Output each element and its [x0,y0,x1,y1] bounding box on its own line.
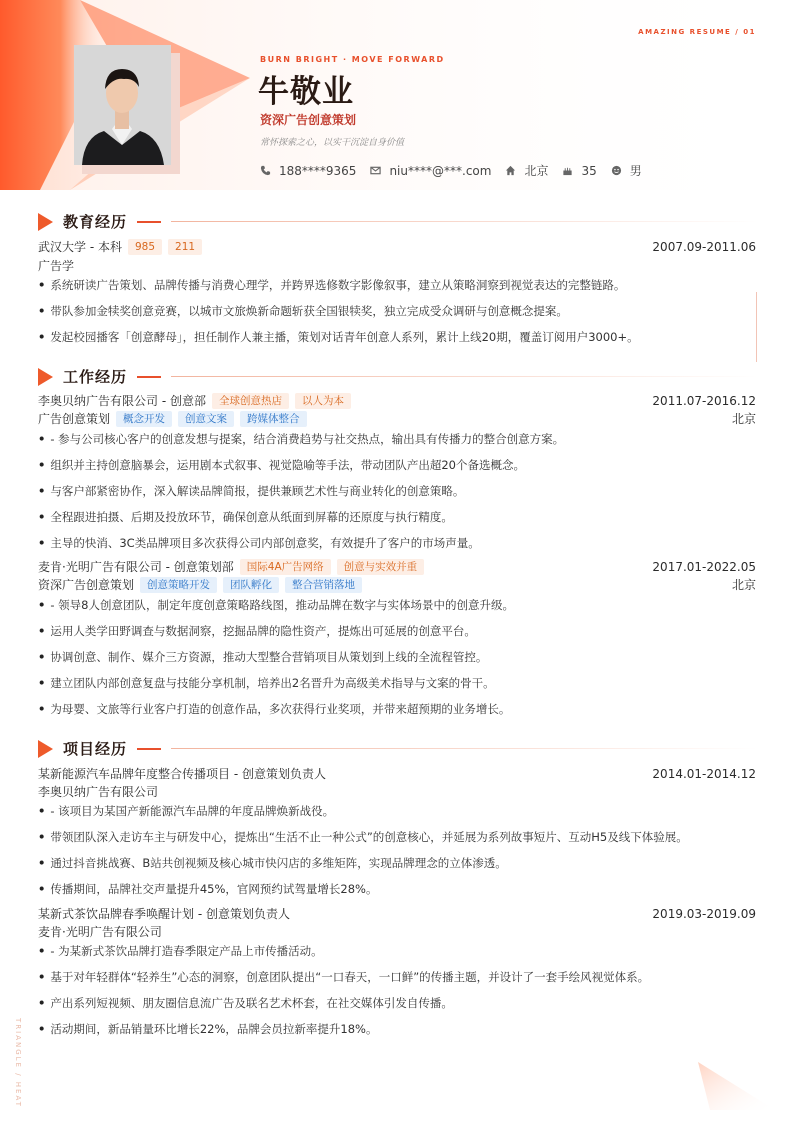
section-line [171,376,758,377]
city-text: 北京 [524,164,549,178]
section-work [38,366,758,387]
phone-text: 188****9365 [279,163,357,178]
contact-city [505,162,548,179]
section-title: 项目经历 [63,740,128,758]
role-tag: 整合营销落地 [285,577,362,593]
education-major: 广告学 [38,259,75,273]
school-tag: 211 [168,239,202,255]
section-title: 教育经历 [63,213,128,231]
list-item: • 系统研读广告策划、品牌传播与消费心理学，并跨界选修数字影像叙事，建立从策略洞察到视觉表达的完整链路。 [38,278,626,292]
section-dash [137,221,161,223]
company-name: 麦肯·光明广告有限公司 - 创意策划部 [38,560,234,574]
list-item: • - 参与公司核心客户的创意发想与提案，结合消费趋势与社交热点，输出具有传播力的整合创意方案。 [38,432,565,446]
role-tag: 概念开发 [116,411,172,427]
project-row [38,765,756,782]
contact-age [562,164,596,178]
project-name: 某新式茶饮品牌春季唤醒计划 - 创意策划负责人 [38,907,290,921]
contact-bar [260,162,656,179]
list-item: • 运用人类学田野调查与数据洞察，挖掘品牌的隐性资产，提炼出可延展的创意平台。 [38,624,476,638]
list-item: • 带队参加金犊奖创意竞赛，以城市文旅焕新命题斩获全国银犊奖，独立完成受众调研与创意概念提案。 [38,304,568,318]
list-item: • 发起校园播客「创意酵母」，担任制作人兼主播，策划对话青年创意人系列，累计上线20期，覆盖订阅用户3000+。 [38,330,639,344]
education-period: 2007.09-2011.06 [652,239,756,254]
work-city: 北京 [731,578,756,592]
triangle-icon [38,213,53,231]
section-title: 工作经历 [63,368,128,386]
project-row [38,905,756,922]
triangle-icon [38,368,53,386]
list-item: • 基于对年轻群体“轻养生”心态的洞察，创意团队提出“一口春天，一口鲜”的传播主题，并设计了一套手绘风视觉体系。 [38,970,650,984]
smile-icon [611,165,622,176]
email-text: niu****@***.com [389,163,492,178]
profile-photo [74,45,171,165]
role-tag: 创意文案 [178,411,234,427]
gender-text: 男 [629,164,642,178]
role-name: 资深广告创意策划 [38,578,135,592]
project-company: 李奥贝纳广告有限公司 [38,785,159,799]
list-item: • - 领导8人创意团队，制定年度创意策略路线图，推动品牌在数字与实体场景中的创意升级。 [38,598,514,612]
resume-tag: AMAZING RESUME / 01 [638,28,756,36]
project-period: 2019.03-2019.09 [652,906,756,921]
list-item: • 建立团队内部创意复盘与技能分享机制，培养出2名晋升为高级美术指导与文案的骨干。 [38,676,495,690]
contact-phone [260,164,356,178]
role-tag: 团队孵化 [223,577,279,593]
list-item: • 组织并主持创意脑暴会，运用剧本式叙事、视觉隐喻等手法，带动团队产出超20个备选概念。 [38,458,525,472]
list-item: • - 该项目为某国产新能源汽车品牌的年度品牌焕新战役。 [38,804,335,818]
vertical-tag: TRIANGLE / HEAT [14,1018,22,1108]
section-project [38,738,758,759]
avatar-icon [74,45,171,165]
company-tag: 全球创意热店 [212,393,289,409]
section-education [38,211,758,232]
section-dash [137,748,161,750]
work-city: 北京 [731,412,756,426]
work-role-row [38,576,756,593]
list-item: • 通过抖音挑战赛、B站共创视频及核心城市快闪店的多维矩阵，实现品牌理念的立体渗透。 [38,856,507,870]
school-name: 武汉大学 - 本科 [38,240,122,254]
candidate-title: 资深广告创意策划 [260,113,357,127]
role-tag: 创意策略开发 [140,577,217,593]
candidate-name: 牛敬业 [258,74,354,110]
project-period: 2014.01-2014.12 [652,766,756,781]
company-tag: 创意与实效并重 [337,559,425,575]
company-tag: 国际4A广告网络 [240,559,331,575]
section-dash [137,376,161,378]
slogan: BURN BRIGHT · MOVE FORWARD [260,55,445,64]
project-name: 某新能源汽车品牌年度整合传播项目 - 创意策划负责人 [38,767,326,781]
list-item: • 带领团队深入走访车主与研发中心，提炼出“生活不止一种公式”的创意核心，并延展为系列故事短片、互动H5及线下体验展。 [38,830,688,844]
list-item: • 主导的快消、3C类品牌项目多次获得公司内部创意奖，有效提升了客户的市场声量。 [38,536,480,550]
work-period: 2017.01-2022.05 [652,559,756,574]
list-item: • - 为某新式茶饮品牌打造春季限定产品上市传播活动。 [38,944,323,958]
contact-email [370,164,491,178]
work-period: 2011.07-2016.12 [652,393,756,408]
work-role-row [38,410,756,427]
list-item: • 协调创意、制作、媒介三方资源，推动大型整合营销项目从策划到上线的全流程管控。 [38,650,488,664]
work-company-row [38,392,756,409]
side-divider [756,292,757,362]
project-company: 麦肯·光明广告有限公司 [38,925,162,939]
contact-gender [611,162,642,179]
home-icon [505,165,516,176]
list-item: • 全程跟进拍摄、后期及投放环节，确保创意从纸面到屏幕的还原度与执行精度。 [38,510,453,524]
list-item: • 活动期间，新品销量环比增长22%，品牌会员拉新率提升18%。 [38,1022,378,1036]
cake-icon [562,165,573,176]
list-item: • 与客户部紧密协作，深入解读品牌简报，提供兼顾艺术性与商业转化的创意策略。 [38,484,465,498]
company-tag: 以人为本 [295,393,351,409]
section-line [171,748,758,749]
role-tag: 跨媒体整合 [240,411,307,427]
age-text: 35 [581,163,597,178]
role-name: 广告创意策划 [38,412,111,426]
school-tag: 985 [128,239,162,255]
education-row [38,238,756,255]
corner-decoration [690,1060,794,1123]
list-item: • 传播期间，品牌社交声量提升45%，官网预约试驾量增长28%。 [38,882,378,896]
list-item: • 为母婴、文旅等行业客户打造的创意作品，多次获得行业奖项，并带来超预期的业务增长。 [38,702,511,716]
work-company-row [38,558,756,575]
candidate-motto: 常怀探索之心，以实干沉淀自身价值 [260,138,405,148]
mail-icon [370,165,381,176]
triangle-icon [38,740,53,758]
list-item: • 产出系列短视频、朋友圈信息流广告及联名艺术杯套，在社交媒体引发自传播。 [38,996,453,1010]
section-line [171,221,758,222]
company-name: 李奥贝纳广告有限公司 - 创意部 [38,394,206,408]
phone-icon [260,165,271,176]
